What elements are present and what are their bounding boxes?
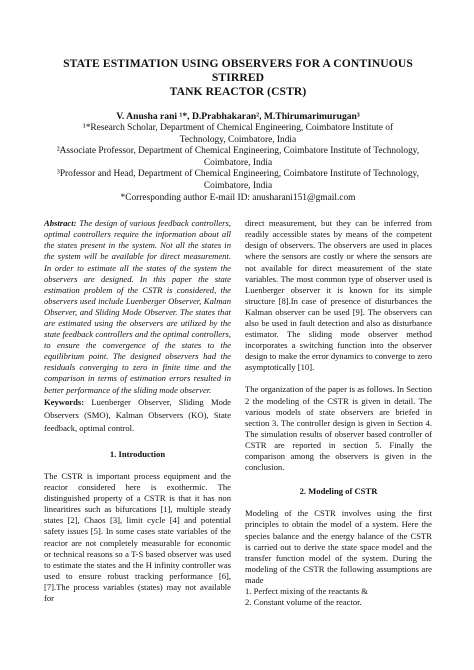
abstract-label: Abstract: xyxy=(44,218,77,229)
author-list: V. Anusha rani ¹*, D.Prabhakaran², M.Thirumarimurugan³ xyxy=(116,111,360,122)
paper-title xyxy=(44,57,432,99)
affiliation-line: ¹*Research Scholar, Department of Chemical Engineering, Coimbatore Institute of xyxy=(82,123,394,133)
assumption-list xyxy=(245,586,432,608)
abstract xyxy=(44,218,231,396)
modeling-text: Modeling of the CSTR involves using the first principles to obtain the model of a system. Here the species balance and the energy balance of the CSTR is carried out to derive the state space model and the transfer function model of the system. During the modeling of the CSTR the following assumptions are made xyxy=(245,508,432,585)
affiliation-line: ²Associate Professor, Department of Chemical Engineering, Coimbatore Institute of Technology, xyxy=(56,146,420,157)
affiliation-line: Coimbatore, India xyxy=(203,180,273,191)
two-column-body xyxy=(44,218,432,608)
title-line: STATE ESTIMATION USING OBSERVERS FOR A CONTINUOUS STIRRED xyxy=(63,57,413,84)
affiliation-line: Coimbatore, India xyxy=(203,157,273,168)
keywords-text: Luenberger Observer, Sliding Mode Observers (SMO), Kalman Observers (KO), State feedback, optimal control. xyxy=(44,396,231,434)
title-line: TANK REACTOR (CSTR) xyxy=(169,85,307,98)
keywords-label: Keywords: xyxy=(44,396,85,407)
assumption-item: 2. Constant volume of the reactor. xyxy=(245,597,362,608)
affiliation-line: Technology, Coimbatore, India xyxy=(179,134,297,145)
assumption-item: 1. Perfect mixing of the reactants & xyxy=(245,585,368,596)
introduction-text: The CSTR is important process equipment and the reactor considered here is exothermic. The distinguished property of a CSTR is that it has non linearitires such as bifurcations [1], multiple steady states [2], Chaos [3], limit cycle [4] and potential safety issues [5]. In some cases state variables of the reactor are not completely measurable for economic or technical reasons so a T-S based observer was used to estimate the states and the H infinity controller was used to ensure robust tracking performance [6], [7].The process variables (states) may not available for xyxy=(44,470,231,603)
affiliation-line: ³Professor and Head, Department of Chemical Engineering, Coimbatore Institute of Technology, xyxy=(57,169,419,180)
organization-paragraph: The organization of the paper is as follows. In Section 2 the modeling of the CSTR is given in detail. The various models of state observers are briefed in section 3. The controller design is given in Section 4. The simulation results of observer based controller of CSTR are reported in section 5. Finally the comparison among the observers is given in the conclusion. xyxy=(245,384,432,473)
keywords xyxy=(44,396,231,436)
affiliations xyxy=(44,123,432,204)
section-heading-modeling: 2. Modeling of CSTR xyxy=(299,486,378,497)
left-column xyxy=(44,218,231,608)
right-column xyxy=(245,218,432,608)
introduction-continued: direct measurement, but they can be inferred from readily accessible states by means of the competent design of observers. The observers are used in places where the sensors are costly or where the sensors are not available for direct measurement of the state variables. The most common type of observer used is Luenberger observer it is known for its simple structure [8].In case of presence of disturbances the Kalman observer can be used [9]. The observers can also be used in fault detection and also as disturbance estimator. The sliding mode observer method incorporates a switching function into the observer design to make the error dynamics to converge to zero asymptotically [10]. xyxy=(245,218,432,373)
corresponding-email: *Corresponding author E-mail ID: anusharani151@gmail.com xyxy=(120,192,356,203)
abstract-text: The design of various feedback controllers, optimal controllers require the information about all the states present in the system. Not all the states in the system will be available for direct measurement. In order to estimate all the states of the system the observers are designed. In this paper the state estimation problem of the CSTR is considered, the observers used include Luenberger Observer, Kalman Observer, and Sliding Mode Observer. The states that are estimated using the observers are utilized by the state feedback controllers and the optimal controllers, to ensure the convergence of the states to the equilibrium point. The designed observers had the residuals converging to zero in finite time and the comparison in terms of estimation errors resulted in better performance of the sliding mode observer. xyxy=(44,218,231,395)
section-heading-introduction: 1. Introduction xyxy=(109,448,166,459)
